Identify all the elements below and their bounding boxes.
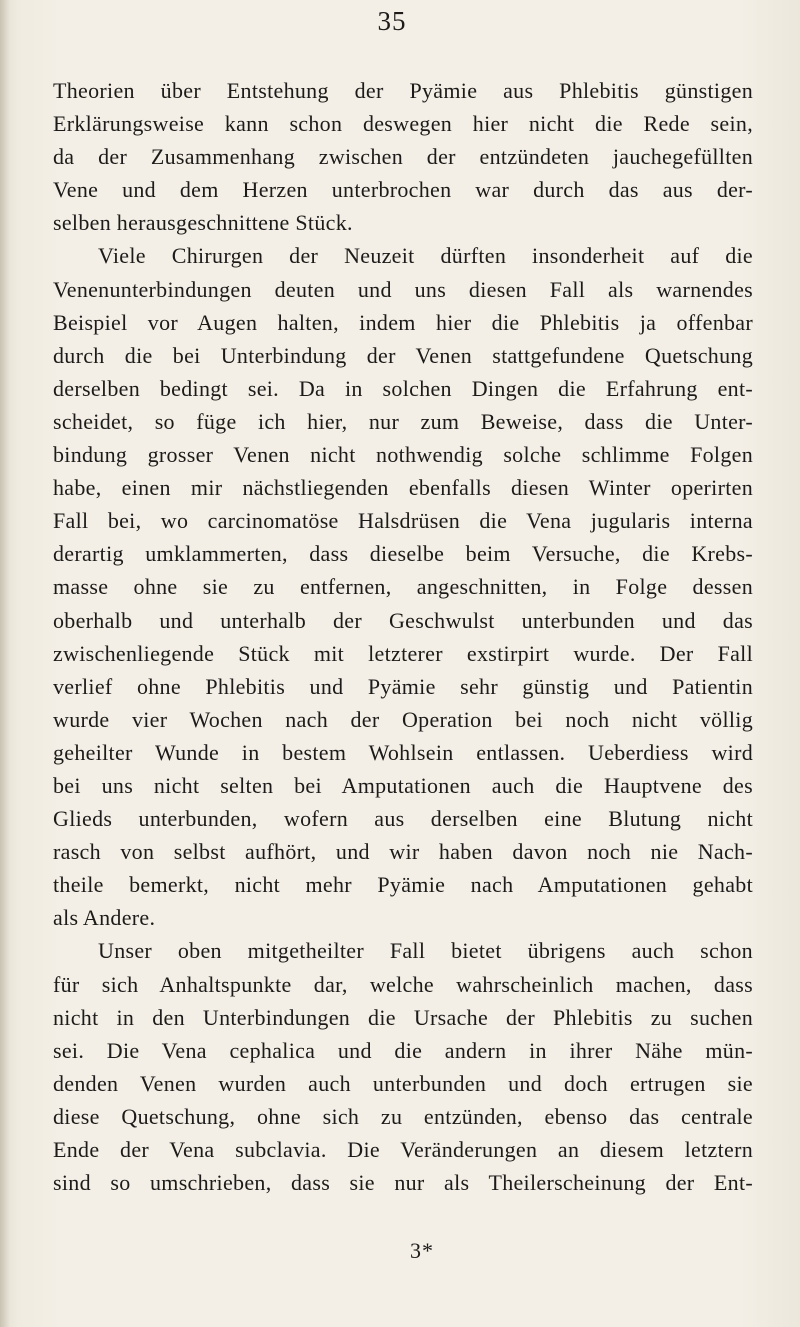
text-line: Ende der Vena subclavia. Die Veränderungen an diesem letztern	[53, 1137, 753, 1162]
text-line: Theorien über Entstehung der Pyämie aus Phlebitis günstigen	[53, 78, 753, 103]
text-line: geheilter Wunde in bestem Wohlsein entlassen. Ueberdiess wird	[53, 739, 753, 765]
text-line: denden Venen wurden auch unterbunden und doch ertrugen sie	[53, 1070, 753, 1096]
text-line: Vene und dem Herzen unterbrochen war durch das aus der-	[53, 177, 753, 203]
text-line: theile bemerkt, nicht mehr Pyämie nach Amputationen gehabt	[53, 872, 753, 898]
text-line: zwischenliegende Stück mit letzterer exstirpirt wurde. Der Fall	[53, 640, 753, 666]
text-line: Fall bei, wo carcinomatöse Halsdrüsen die Vena jugularis interna	[53, 508, 753, 534]
signature-mark: 3*	[410, 1238, 434, 1263]
text-line: bindung grosser Venen nicht nothwendig solche schlimme Folgen	[53, 442, 753, 468]
text-line: bei uns nicht selten bei Amputationen auch die Hauptvene des	[53, 772, 753, 798]
text-line: habe, einen mir nächstliegenden ebenfalls diesen Winter operirten	[53, 475, 753, 501]
text-line: rasch von selbst aufhört, und wir haben davon noch nie Nach-	[53, 839, 753, 865]
text-line: masse ohne sie zu entfernen, angeschnitten, in Folge dessen	[53, 574, 753, 600]
text-line: Beispiel vor Augen halten, indem hier die Phlebitis ja offenbar	[53, 309, 753, 335]
page-number: 35	[377, 6, 407, 36]
text-line: diese Quetschung, ohne sich zu entzünden, ebenso das centrale	[53, 1103, 753, 1129]
text-line: Unser oben mitgetheilter Fall bietet übrigens auch schon	[98, 938, 753, 964]
text-line: Viele Chirurgen der Neuzeit dürften insonderheit auf die	[98, 243, 753, 269]
body-text	[53, 74, 753, 1199]
text-line: da der Zusammenhang zwischen der entzündeten jauchegefüllten	[53, 144, 753, 170]
text-line: scheidet, so füge ich hier, nur zum Beweise, dass die Unter-	[53, 408, 753, 434]
text-line: derartig umklammerten, dass dieselbe beim Versuche, die Krebs-	[53, 541, 753, 567]
text-line: derselben bedingt sei. Da in solchen Dingen die Erfahrung ent-	[53, 375, 753, 401]
text-line: Venenunterbindungen deuten und uns diesen Fall als warnendes	[53, 276, 753, 302]
binding-shadow	[0, 0, 10, 1327]
text-line: sind so umschrieben, dass sie nur als Theilerscheinung der Ent-	[53, 1170, 753, 1196]
text-line: als Andere.	[53, 905, 156, 931]
text-line: durch die bei Unterbindung der Venen stattgefundene Quetschung	[53, 342, 753, 368]
text-line: wurde vier Wochen nach der Operation bei noch nicht völlig	[53, 706, 753, 732]
text-line: nicht in den Unterbindungen die Ursache der Phlebitis zu suchen	[53, 1004, 753, 1030]
text-line: selben herausgeschnittene Stück.	[53, 210, 353, 236]
text-line: Glieds unterbunden, wofern aus derselben eine Blutung nicht	[53, 806, 753, 832]
paragraph-2	[53, 239, 753, 934]
text-line: für sich Anhaltspunkte dar, welche wahrscheinlich machen, dass	[53, 971, 753, 997]
paragraph-3	[53, 934, 753, 1199]
text-line: Erklärungsweise kann schon deswegen hier nicht die Rede sein,	[53, 111, 753, 137]
text-line: oberhalb und unterhalb der Geschwulst unterbunden und das	[53, 607, 753, 633]
text-line: sei. Die Vena cephalica und die andern in ihrer Nähe mün-	[53, 1037, 753, 1063]
text-line: verlief ohne Phlebitis und Pyämie sehr günstig und Patientin	[53, 673, 753, 699]
paragraph-1	[53, 74, 753, 239]
